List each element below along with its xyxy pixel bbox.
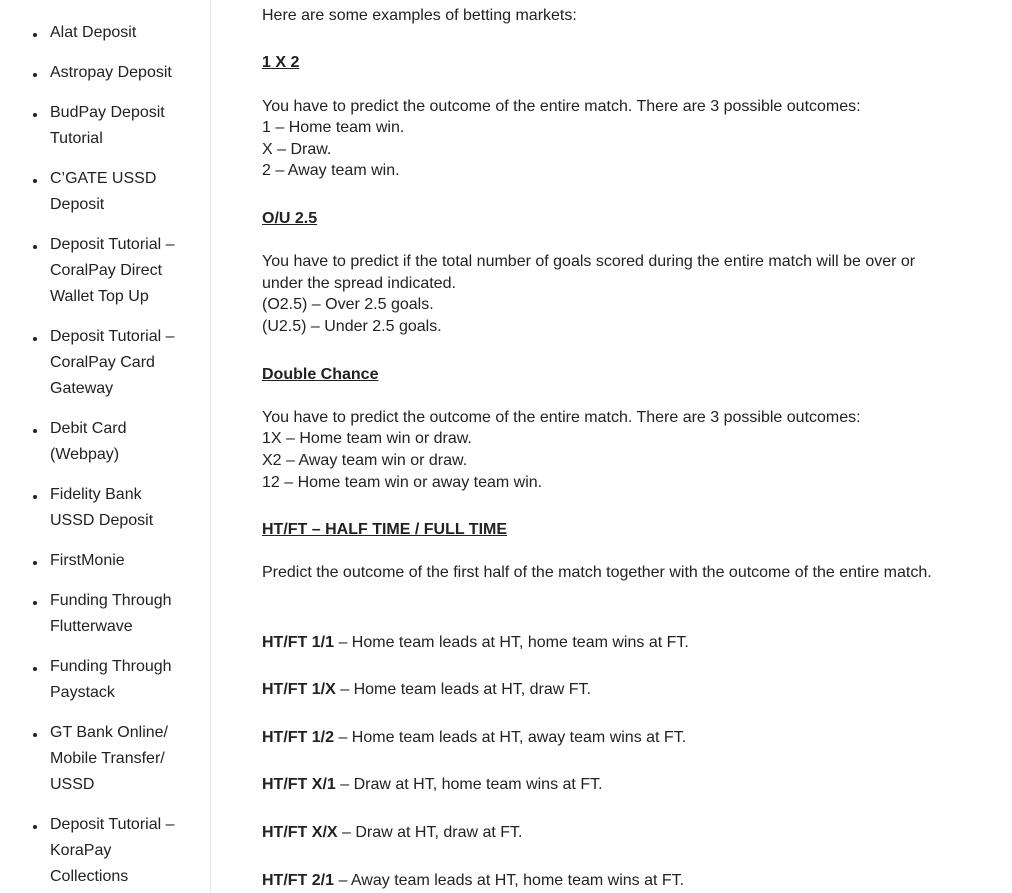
sidebar-item-label[interactable]: Fidelity Bank USSD Deposit (50, 486, 154, 529)
market-desc: – Away team leads at HT, home team wins at FT. (334, 872, 685, 889)
outcome-line: X – Draw. (262, 141, 332, 158)
market-desc: – Draw at HT, home team wins at FT. (335, 776, 603, 793)
market-line (262, 870, 684, 892)
sidebar-item-label[interactable]: Debit Card (Webpay) (50, 420, 127, 463)
outcome-line: 2 – Away team win. (262, 162, 400, 179)
section-heading-ht-ft: HT/FT – HALF TIME / FULL TIME (262, 521, 508, 538)
market-code: HT/FT X/X (262, 824, 338, 841)
outcome-line: (U2.5) – Under 2.5 goals. (262, 318, 442, 335)
bullet-icon (33, 33, 37, 37)
outcome-line: 1 – Home team win. (262, 119, 405, 136)
market-desc: – Home team leads at HT, draw FT. (335, 681, 591, 698)
market-desc: – Home team leads at HT, home team wins at FT. (334, 634, 689, 651)
market-line (262, 822, 523, 844)
market-code: HT/FT 1/1 (262, 634, 335, 651)
bullet-icon (33, 113, 37, 117)
sidebar-item-label[interactable]: Alat Deposit (50, 24, 137, 41)
sidebar-item-label[interactable]: Funding Through Paystack (50, 658, 172, 701)
market-code: HT/FT 2/1 (262, 872, 335, 889)
section-desc: You have to predict the outcome of the entire match. There are 3 possible outcomes: (262, 98, 861, 115)
sidebar-item-label[interactable]: Deposit Tutorial – KoraPay Collections (50, 816, 175, 885)
sidebar-item-label[interactable]: GT Bank Online/ Mobile Transfer/ USSD (50, 724, 168, 793)
bullet-icon (33, 73, 37, 77)
bullet-icon (33, 561, 37, 565)
sidebar-item-label[interactable]: Deposit Tutorial – CoralPay Direct Wallet Top Up (50, 236, 175, 305)
bullet-icon (33, 429, 37, 433)
sidebar-item-label[interactable]: Deposit Tutorial – CoralPay Card Gateway (50, 328, 175, 397)
section-heading-1x2: 1 X 2 (262, 54, 300, 71)
intro-text: Here are some examples of betting markets: (262, 7, 577, 24)
outcome-line: 1X – Home team win or draw. (262, 430, 472, 447)
market-line (262, 727, 686, 749)
sidebar-nav (0, 0, 211, 893)
outcome-line: X2 – Away team win or draw. (262, 452, 468, 469)
market-line (262, 632, 689, 654)
market-line (262, 679, 591, 701)
sidebar-item-label[interactable]: Funding Through Flutterwave (50, 592, 172, 635)
section-desc: You have to predict the outcome of the entire match. There are 3 possible outcomes: (262, 409, 861, 426)
market-line (262, 774, 603, 796)
outcome-line: (O2.5) – Over 2.5 goals. (262, 296, 434, 313)
market-desc: – Draw at HT, draw at FT. (337, 824, 523, 841)
sidebar-item-label[interactable]: BudPay Deposit Tutorial (50, 104, 165, 147)
section-desc: You have to predict if the total number of goals scored during the entire match will be over or under the spread indicated. (262, 253, 916, 292)
bullet-icon (33, 825, 37, 829)
sidebar-item-label[interactable]: Astropay Deposit (50, 64, 172, 81)
bullet-icon (33, 495, 37, 499)
market-code: HT/FT 1/2 (262, 729, 335, 746)
section-heading-double-chance: Double Chance (262, 366, 379, 383)
bullet-icon (33, 245, 37, 249)
section-heading-over-under: O/U 2.5 (262, 210, 318, 227)
market-code: HT/FT X/1 (262, 776, 336, 793)
market-code: HT/FT 1/X (262, 681, 336, 698)
section-desc: Predict the outcome of the first half of the match together with the outcome of the entire match. (262, 564, 932, 581)
sidebar-item-label[interactable]: FirstMonie (50, 552, 125, 569)
market-desc: – Home team leads at HT, away team wins at FT. (334, 729, 687, 746)
outcome-line: 12 – Home team win or away team win. (262, 474, 543, 491)
sidebar-item-label[interactable]: C’GATE USSD Deposit (50, 170, 157, 213)
bullet-icon (33, 601, 37, 605)
bullet-icon (33, 733, 37, 737)
bullet-icon (33, 337, 37, 341)
bullet-icon (33, 179, 37, 183)
article-content (262, 0, 942, 893)
bullet-icon (33, 667, 37, 671)
